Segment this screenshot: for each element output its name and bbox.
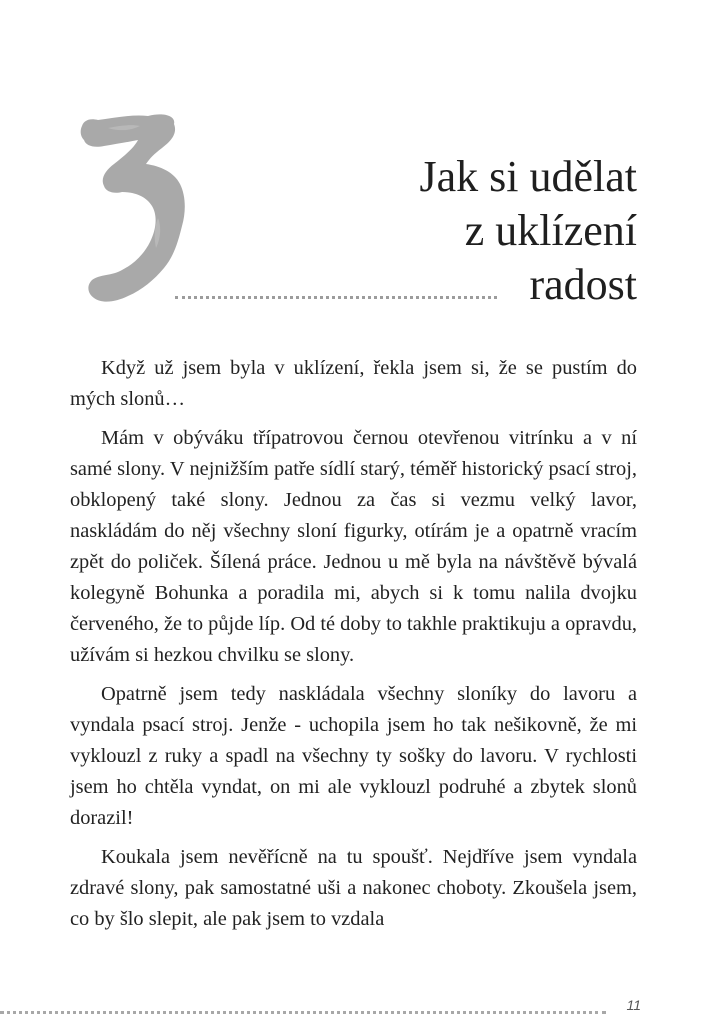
- chapter-number-3-glyph: [78, 108, 190, 308]
- chapter-title-line: radost: [529, 260, 637, 309]
- body-paragraph: Mám v obýváku třípatrovou černou otevřenou vitrínku a v ní samé slony. V nejnižším patře sídlí starý, téměř historický psací stroj, obklopený také slony. Jednou za čas si vezmu velký lavor, naskládám do něj všechny sloní figurky, otírám je a opatrně vracím zpět do poliček. Šílená práce. Jednou u mě byla na návštěvě bývalá kolegyně Bohunka a poradila mi, abych si k tomu nalila dvojku červeného, že to půjde líp. Od té doby to takhle praktikuju a opravdu, užívám si hezkou chvilku se slony.: [70, 427, 637, 666]
- chapter-number-graphic: [78, 108, 190, 308]
- body-paragraph: Když už jsem byla v uklízení, řekla jsem si, že se pustím do mých slonů…: [70, 357, 637, 410]
- chapter-title: [419, 150, 637, 312]
- body-paragraph: Koukala jsem nevěřícně na tu spoušť. Nejdříve jsem vyndala zdravé slony, pak samostatné uši a nakonec choboty. Zkoušela jsem, co by šlo slepit, ale pak jsem to vzdala: [70, 846, 637, 930]
- chapter-title-line: z uklízení: [464, 206, 637, 255]
- title-dotted-leader: [175, 296, 497, 299]
- page-number: 11: [626, 997, 641, 1013]
- chapter-body: [70, 353, 637, 943]
- chapter-title-line: Jak si udělat: [419, 152, 637, 201]
- footer-dotted-rule: [0, 1011, 606, 1014]
- body-paragraph: Opatrně jsem tedy naskládala všechny sloníky do lavoru a vyndala psací stroj. Jenže - uchopila jsem ho tak nešikovně, že mi vyklouzl z ruky a spadl na všechny ty sošky do lavoru. V rychlosti jsem ho chtěla vyndat, on mi ale vyklouzl podruhé a zbytek slonů dorazil!: [70, 683, 637, 829]
- chapter-number-shape: [81, 114, 185, 301]
